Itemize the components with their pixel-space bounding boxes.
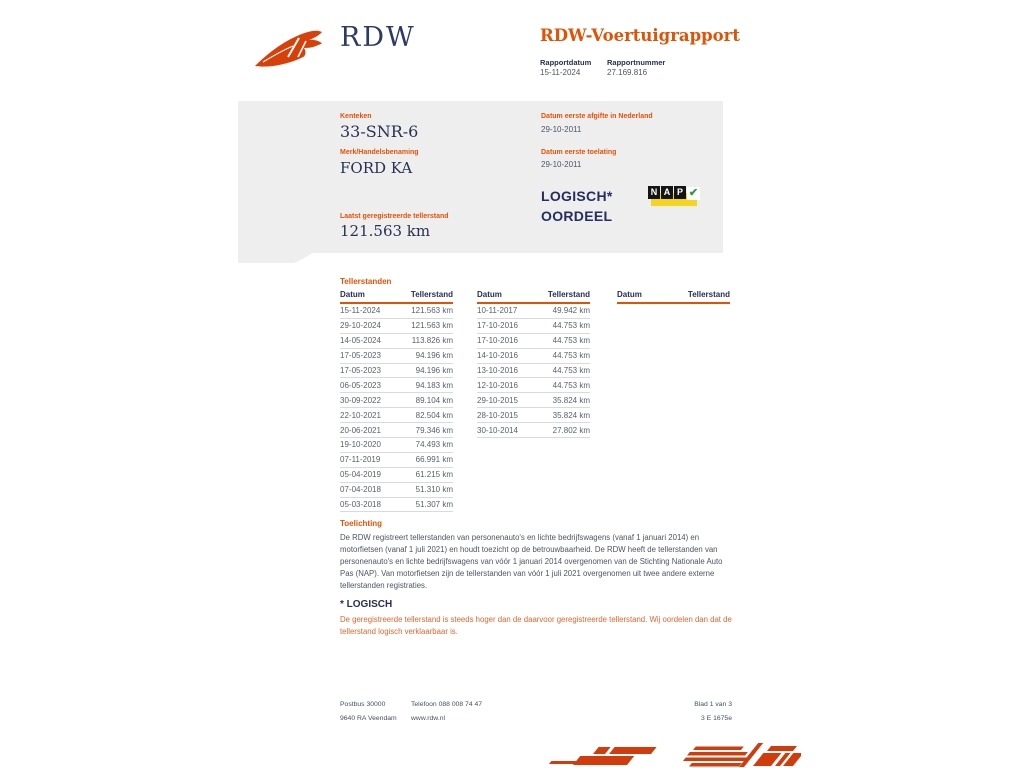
table-row <box>340 378 453 393</box>
report-date-label: Rapportdatum <box>540 58 592 67</box>
datum-header: Datum <box>617 290 642 299</box>
datum-header: Datum <box>340 290 365 299</box>
row-date: 15-11-2024 <box>340 306 381 316</box>
row-date: 10-11-2017 <box>477 306 518 316</box>
footer-form-code: 3 E 1675e <box>701 715 732 722</box>
footer-website: www.rdw.nl <box>411 715 445 722</box>
row-date: 07-04-2018 <box>340 485 381 495</box>
row-km: 121.563 km <box>411 306 453 316</box>
row-date: 17-05-2023 <box>340 351 381 361</box>
table-row <box>477 408 590 423</box>
row-km: 79.346 km <box>415 425 453 435</box>
table-row <box>477 364 590 379</box>
row-date: 14-10-2016 <box>477 351 518 361</box>
report-number-label: Rapportnummer <box>607 58 666 67</box>
row-km: 44.753 km <box>552 321 590 331</box>
oordeel-verdict <box>541 186 613 226</box>
table-row <box>340 334 453 349</box>
table-row <box>340 498 453 513</box>
toelating-label: Datum eerste toelating <box>541 149 617 156</box>
report-number-value: 27.169.816 <box>607 68 648 77</box>
row-date: 17-10-2016 <box>477 336 518 346</box>
row-km: 35.824 km <box>552 410 590 420</box>
footer-stripes-graphic <box>543 739 801 768</box>
logisch-body: De geregistreerde tellerstand is steeds hoger dan de daarvoor geregistreerde tellerstand. Wij oordelen dan dat de tellerstand logisch verklaarbaar is. <box>340 615 732 636</box>
row-km: 66.991 km <box>415 455 453 465</box>
row-date: 07-11-2019 <box>340 455 381 465</box>
kenteken-value: 33-SNR-6 <box>340 122 419 141</box>
tellerstanden-column-3 <box>617 290 730 304</box>
row-date: 29-10-2024 <box>340 321 381 331</box>
table-header <box>477 290 590 304</box>
row-date: 05-04-2019 <box>340 470 381 480</box>
table-row <box>340 438 453 453</box>
row-date: 13-10-2016 <box>477 366 518 375</box>
row-date: 19-10-2020 <box>340 440 381 450</box>
footer-phone: Telefoon 088 008 74 47 <box>411 701 483 708</box>
table-row <box>340 304 453 319</box>
afgifte-value: 29-10-2011 <box>541 125 582 134</box>
tellerstand-header: Tellerstand <box>410 290 453 299</box>
footer-address <box>340 698 397 726</box>
report-date-value: 15-11-2024 <box>540 68 581 77</box>
row-km: 44.753 km <box>552 366 590 375</box>
row-date: 30-10-2014 <box>477 425 518 435</box>
nap-letter-n: N <box>648 186 660 199</box>
table-row <box>340 364 453 379</box>
table-row <box>340 423 453 438</box>
row-km: 49.942 km <box>552 306 590 316</box>
table-row <box>340 349 453 364</box>
footer-page-indicator: Blad 1 van 3 <box>694 701 732 708</box>
row-km: 44.753 km <box>552 336 590 346</box>
rdw-bird-logo-icon <box>253 26 335 70</box>
table-row <box>340 408 453 423</box>
tellerstanden-column-1 <box>340 290 453 512</box>
footer-pagination <box>560 698 732 726</box>
oordeel-line1: LOGISCH* <box>541 188 613 204</box>
row-km: 94.196 km <box>415 366 453 375</box>
nap-letter-p: P <box>674 186 686 199</box>
row-km: 27.802 km <box>552 425 590 435</box>
row-date: 17-10-2016 <box>477 321 518 331</box>
nap-logo <box>648 186 700 210</box>
afgifte-label: Datum eerste afgifte in Nederland <box>541 113 653 120</box>
footer-address-line1: Postbus 30000 <box>340 701 386 708</box>
table-row <box>340 393 453 408</box>
row-date: 17-05-2023 <box>340 366 381 375</box>
row-date: 12-10-2016 <box>477 380 518 390</box>
row-date: 20-06-2021 <box>340 425 381 435</box>
row-date: 22-10-2021 <box>340 410 381 420</box>
table-row <box>340 319 453 334</box>
row-km: 94.183 km <box>415 380 453 390</box>
nap-letter-a: A <box>661 186 673 199</box>
row-date: 28-10-2015 <box>477 410 518 420</box>
row-km: 94.196 km <box>415 351 453 361</box>
tellerstanden-column-2 <box>477 290 590 438</box>
nap-check-icon: ✔ <box>688 187 699 199</box>
page-title: RDW-Voertuigrapport <box>540 26 740 45</box>
toelating-value: 29-10-2011 <box>541 160 582 169</box>
row-km: 44.753 km <box>552 351 590 361</box>
row-km: 74.493 km <box>415 440 453 450</box>
row-km: 121.563 km <box>411 321 453 331</box>
table-row <box>477 334 590 349</box>
table-row <box>477 393 590 408</box>
row-km: 44.753 km <box>552 380 590 390</box>
datum-header: Datum <box>477 290 502 299</box>
table-header <box>617 290 730 304</box>
merk-label: Merk/Handelsbenaming <box>340 149 419 156</box>
row-km: 51.307 km <box>415 500 453 510</box>
laatste-tellerstand-label: Laatst geregistreerde tellerstand <box>340 213 449 220</box>
footer-address-line2: 9640 RA Veendam <box>340 715 397 722</box>
table-row <box>340 453 453 468</box>
oordeel-line2: OORDEEL <box>541 208 613 224</box>
row-date: 29-10-2015 <box>477 395 518 405</box>
row-date: 30-09-2022 <box>340 395 381 405</box>
footer-contact <box>411 698 482 726</box>
table-row <box>477 378 590 393</box>
merk-value: FORD KA <box>340 159 413 177</box>
row-km: 61.215 km <box>415 470 453 480</box>
row-km: 35.824 km <box>552 395 590 405</box>
rdw-logo-text: RDW <box>340 22 416 53</box>
kenteken-label: Kenteken <box>340 113 372 120</box>
row-km: 82.504 km <box>415 410 453 420</box>
table-row <box>477 304 590 319</box>
row-date: 14-05-2024 <box>340 336 381 346</box>
table-row <box>477 423 590 438</box>
row-date: 06-05-2023 <box>340 380 381 390</box>
table-header <box>340 290 453 304</box>
table-row <box>477 319 590 334</box>
laatste-tellerstand-value: 121.563 km <box>340 222 431 240</box>
table-row <box>477 349 590 364</box>
logisch-heading: * LOGISCH <box>340 599 393 610</box>
tellerstand-header: Tellerstand <box>687 290 730 299</box>
table-row <box>340 468 453 483</box>
row-km: 113.826 km <box>411 336 453 346</box>
row-km: 51.310 km <box>415 485 453 495</box>
vehicle-summary-box <box>238 101 723 253</box>
tellerstand-header: Tellerstand <box>547 290 590 299</box>
table-row <box>340 483 453 498</box>
toelichting-heading: Toelichting <box>340 519 383 528</box>
toelichting-body: De RDW registreert tellerstanden van personenauto's en lichte bedrijfswagens (vanaf 1 januari 2014) en motorfietsen (vanaf 1 juli 2021) en houdt toezicht op de betrouwbaarheid. De RDW heeft de tellerstanden van personenauto's en lichte bedrijfswagens van vóór 1 januari 2014 overgenomen van de Stichting Nationale Auto Pas (NAP). Van motorfietsen zijn de tellerstanden van vóór 1 juli 2021 overgenomen uit twee andere externe tellerstanden registraties. <box>340 533 723 590</box>
row-km: 89.104 km <box>415 395 453 405</box>
tellerstanden-heading: Tellerstanden <box>340 277 392 286</box>
row-date: 05-03-2018 <box>340 500 381 510</box>
